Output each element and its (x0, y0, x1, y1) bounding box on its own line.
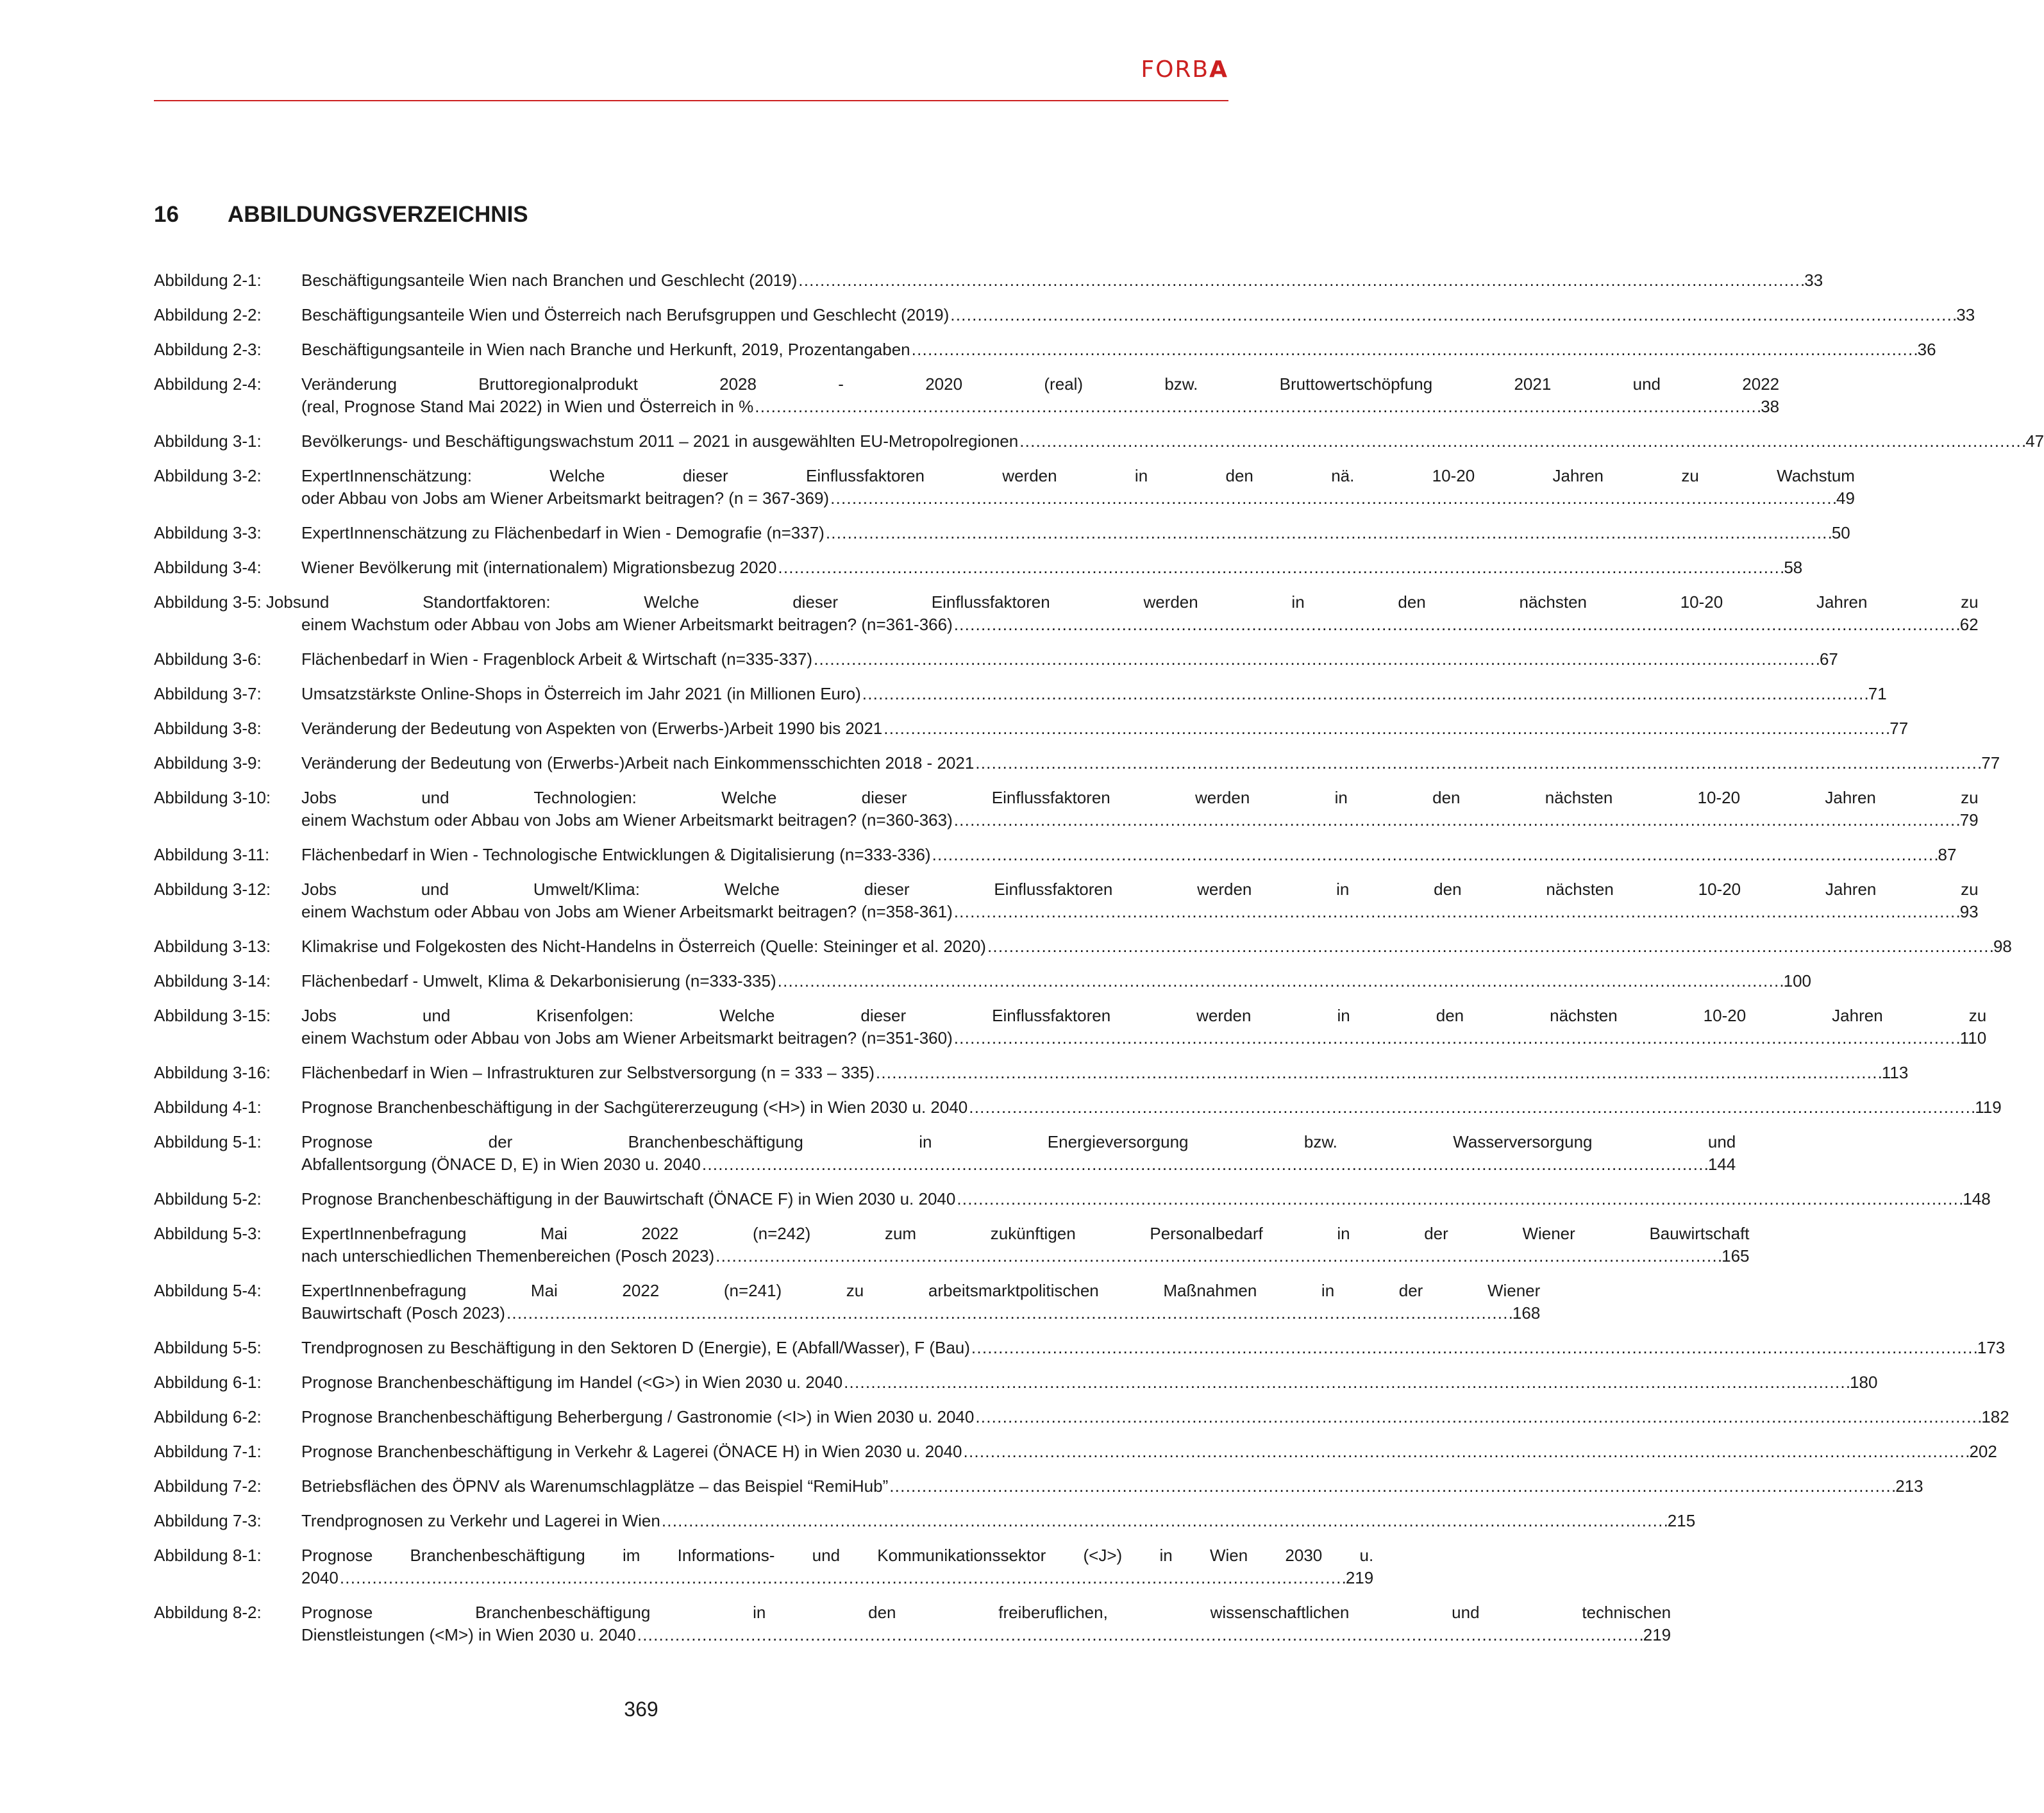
caption-line: ExpertInnenschätzung zu Flächenbedarf in Wien - Demografie (n=337) (301, 523, 825, 542)
caption-line: einem Wachstum oder Abbau von Jobs am Wiener Arbeitsmarkt beitragen? (n=360-363) (301, 810, 953, 830)
dot-leader (702, 1153, 1707, 1176)
dot-leader (1019, 430, 2024, 453)
dot-leader (830, 487, 1835, 510)
figure-caption (301, 591, 1979, 636)
figure-page-number[interactable]: 33 (1804, 271, 1823, 290)
figure-label: Abbildung 7-3: (154, 1511, 262, 1530)
figure-page-number[interactable]: 77 (1981, 753, 2000, 773)
caption-line: Jobs und Technologien: Welche dieser Einflussfaktoren werden in den nächsten 10-20 Jahren zu (301, 788, 1979, 807)
figure-entry[interactable] (154, 787, 1979, 831)
figure-page-number[interactable]: 202 (1969, 1442, 1997, 1461)
figure-caption (301, 717, 1908, 740)
dot-leader (862, 683, 1867, 705)
figure-label: Abbildung 3-3: (154, 523, 262, 542)
figure-page-number[interactable]: 47 (2025, 431, 2044, 451)
caption-line: nach unterschiedlichen Themenbereichen (Posch 2023) (301, 1246, 715, 1266)
dot-leader (755, 396, 1759, 418)
figure-caption (301, 970, 1811, 992)
dot-leader (884, 717, 1888, 740)
dot-leader (876, 1062, 1881, 1084)
figure-page-number[interactable]: 110 (1959, 1028, 1987, 1048)
figure-label: Abbildung 8-2: (154, 1603, 262, 1622)
caption-line: Bauwirtschaft (Posch 2023) (301, 1303, 505, 1323)
dot-leader (826, 522, 1830, 544)
forba-logo: FORBA (1141, 56, 1228, 83)
caption-line: oder Abbau von Jobs am Wiener Arbeitsmarkt beitragen? (n = 367-369) (301, 489, 830, 508)
dot-leader (971, 1337, 1976, 1359)
dot-leader (954, 1027, 1959, 1049)
caption-line: Bevölkerungs- und Beschäftigungswachstum 2011 – 2021 in ausgewählten EU-Metropolregionen (301, 431, 1019, 451)
figure-caption (301, 373, 1779, 418)
figure-label: Abbildung 3-14: (154, 971, 271, 990)
figure-label: Abbildung 2-1: (154, 271, 262, 290)
dot-leader (340, 1567, 1345, 1589)
figure-page-number[interactable]: 173 (1977, 1338, 2006, 1357)
dot-leader (954, 809, 1959, 831)
caption-line: Flächenbedarf - Umwelt, Klima & Dekarbonisierung (n=333-335) (301, 971, 776, 990)
figure-entry[interactable] (154, 1062, 1909, 1084)
figure-entry[interactable] (154, 591, 1979, 636)
caption-line: einem Wachstum oder Abbau von Jobs am Wiener Arbeitsmarkt beitragen? (n=358-361) (301, 902, 953, 921)
caption-line: Flächenbedarf in Wien - Fragenblock Arbeit & Wirtschaft (n=335-337) (301, 649, 812, 669)
figure-page-number[interactable]: 38 (1761, 397, 1780, 416)
figure-caption (301, 269, 1823, 292)
figure-label: Abbildung 5-2: (154, 1189, 262, 1208)
figure-entry[interactable] (154, 717, 1909, 740)
dot-leader (954, 614, 1959, 636)
figure-page-number[interactable]: 62 (1959, 615, 1979, 634)
figure-label: Abbildung 5-1: (154, 1132, 262, 1151)
figure-label: Abbildung 2-2: (154, 305, 262, 324)
figure-label: Abbildung 3-6: (154, 649, 262, 669)
figure-caption (301, 1544, 1373, 1589)
caption-line: Prognose Branchenbeschäftigung in der Sachgütererzeugung (<H>) in Wien 2030 u. 2040 (301, 1098, 968, 1117)
figure-entry[interactable] (154, 648, 1838, 671)
caption-line: Dienstleistungen (<M>) in Wien 2030 u. 2040 (301, 1625, 636, 1644)
figure-caption (301, 1475, 1923, 1498)
figure-caption (301, 1062, 1908, 1084)
figure-label: Abbildung 3-10: (154, 788, 271, 807)
caption-line: Umsatzstärkste Online-Shops in Österreich im Jahr 2021 (in Millionen Euro) (301, 684, 861, 703)
figure-label: Abbildung 3-8: (154, 719, 262, 738)
figure-caption (301, 1096, 2002, 1119)
caption-line: Prognose Branchenbeschäftigung Beherbergung / Gastronomie (<I>) in Wien 2030 u. 2040 (301, 1407, 975, 1426)
figure-page-number[interactable]: 67 (1819, 649, 1838, 669)
figure-caption (301, 304, 1975, 326)
figure-entry[interactable] (154, 1601, 1671, 1646)
figure-entry[interactable] (154, 373, 1780, 418)
dot-leader (662, 1510, 1666, 1532)
figure-caption (301, 787, 1979, 831)
dot-leader (950, 304, 1955, 326)
figure-caption (301, 522, 1850, 544)
figure-page-number[interactable]: 87 (1938, 845, 1957, 864)
caption-line: Veränderung der Bedeutung von (Erwerbs-)Arbeit nach Einkommensschichten 2018 - 2021 (301, 753, 975, 773)
caption-line: Flächenbedarf in Wien - Technologische Entwicklungen & Digitalisierung (n=333-336) (301, 845, 931, 864)
figure-label: Abbildung 5-5: (154, 1338, 262, 1357)
figure-label: Abbildung 3-15: (154, 1006, 271, 1025)
figure-caption (301, 1223, 1750, 1267)
figure-label: Abbildung 6-2: (154, 1407, 262, 1426)
figure-page-number[interactable]: 98 (1993, 937, 2012, 956)
section-number: 16 (154, 202, 179, 227)
figure-label: Abbildung 3-16: (154, 1063, 271, 1082)
figure-page-number[interactable]: 113 (1881, 1063, 1909, 1082)
dot-leader (954, 901, 1959, 923)
caption-line: ExpertInnenbefragung Mai 2022 (n=242) zum zukünftigen Personalbedarf in der Wiener Bauwirtschaft (301, 1224, 1750, 1243)
figure-entry[interactable] (154, 1371, 1878, 1394)
figure-label: Abbildung 3-5: Jobs (154, 592, 301, 612)
figure-page-number[interactable]: 144 (1707, 1155, 1736, 1174)
caption-line: Prognose Branchenbeschäftigung in Verkehr & Lagerei (ÖNACE H) in Wien 2030 u. 2040 (301, 1442, 962, 1461)
section-title: ABBILDUNGSVERZEICHNIS (228, 202, 528, 227)
figure-caption (301, 878, 1979, 923)
figure-entry[interactable] (154, 430, 2044, 453)
figure-caption (301, 1280, 1540, 1324)
caption-line: und Standortfaktoren: Welche dieser Einflussfaktoren werden in den nächsten 10-20 Jahren zu (301, 592, 1979, 612)
figure-page-number[interactable]: 148 (1963, 1189, 1991, 1208)
caption-line: Wiener Bevölkerung mit (internationalem) Migrationsbezug 2020 (301, 558, 777, 577)
dot-leader (507, 1302, 1511, 1324)
dot-leader (964, 1441, 1968, 1463)
figure-label: Abbildung 3-13: (154, 937, 271, 956)
figure-entry[interactable] (154, 1406, 2009, 1428)
header-divider (154, 100, 1228, 101)
figure-entry[interactable] (154, 1131, 1736, 1176)
figure-entry[interactable] (154, 1280, 1541, 1324)
figure-entry[interactable] (154, 269, 1823, 292)
figure-caption (301, 683, 1887, 705)
page-number: 369 (624, 1698, 658, 1721)
figure-caption (301, 465, 1855, 510)
caption-line: Abfallentsorgung (ÖNACE D, E) in Wien 2030 u. 2040 (301, 1155, 701, 1174)
figure-label: Abbildung 4-1: (154, 1098, 262, 1117)
figure-label: Abbildung 5-4: (154, 1281, 262, 1300)
figure-page-number[interactable]: 168 (1512, 1303, 1541, 1323)
caption-line: Veränderung Bruttoregionalprodukt 2028 - 2020 (real) bzw. Bruttowertschöpfung 2021 und 2022 (301, 374, 1780, 394)
figure-entry[interactable] (154, 1475, 1923, 1498)
figure-label: Abbildung 3-1: (154, 431, 262, 451)
dot-leader (969, 1096, 1973, 1119)
caption-line: Prognose Branchenbeschäftigung in den freiberuflichen, wissenschaftlichen und technischen (301, 1603, 1671, 1622)
figure-page-number[interactable]: 93 (1959, 902, 1979, 921)
figure-caption (301, 935, 2012, 958)
figure-page-number[interactable]: 77 (1889, 719, 1909, 738)
figure-page-number[interactable]: 33 (1956, 305, 1975, 324)
figure-page-number[interactable]: 71 (1868, 684, 1887, 703)
figure-list (154, 269, 2044, 1658)
caption-line: Beschäftigungsanteile Wien und Österreich nach Berufsgruppen und Geschlecht (2019) (301, 305, 950, 324)
figure-page-number[interactable]: 219 (1643, 1625, 1671, 1644)
figure-label: Abbildung 5-3: (154, 1224, 262, 1243)
figure-page-number[interactable]: 180 (1850, 1373, 1878, 1392)
figure-entry[interactable] (154, 1005, 1987, 1049)
figure-caption (301, 844, 1956, 866)
figure-label: Abbildung 8-1: (154, 1546, 262, 1565)
figure-label: Abbildung 3-9: (154, 753, 262, 773)
figure-entry[interactable] (154, 970, 1811, 992)
figure-page-number[interactable]: 49 (1836, 489, 1855, 508)
figure-label: Abbildung 2-4: (154, 374, 262, 394)
figure-entry[interactable] (154, 338, 1936, 361)
figure-caption (301, 1005, 1986, 1049)
figure-label: Abbildung 3-7: (154, 684, 262, 703)
figure-caption (301, 1188, 1991, 1210)
figure-page-number[interactable]: 215 (1667, 1511, 1696, 1530)
figure-page-number[interactable]: 50 (1831, 523, 1850, 542)
caption-line: 2040 (301, 1568, 339, 1587)
figure-caption (301, 1441, 1997, 1463)
caption-line: (real, Prognose Stand Mai 2022) in Wien und Österreich in % (301, 397, 754, 416)
caption-line: einem Wachstum oder Abbau von Jobs am Wiener Arbeitsmarkt beitragen? (n=351-360) (301, 1028, 953, 1048)
caption-line: ExpertInnenbefragung Mai 2022 (n=241) zu arbeitsmarktpolitischen Maßnahmen in der Wiener (301, 1281, 1541, 1300)
figure-entry[interactable] (154, 878, 1979, 923)
dot-leader (798, 269, 1803, 292)
figure-label: Abbildung 3-4: (154, 558, 262, 577)
caption-line: Flächenbedarf in Wien – Infrastrukturen zur Selbstversorgung (n = 333 – 335) (301, 1063, 875, 1082)
figure-page-number[interactable]: 165 (1721, 1246, 1750, 1266)
caption-line: Beschäftigungsanteile Wien nach Branchen und Geschlecht (2019) (301, 271, 798, 290)
caption-line: Betriebsflächen des ÖPNV als Warenumschlagplätze – das Beispiel “RemiHub” (301, 1476, 889, 1496)
figure-caption (301, 430, 2044, 453)
dot-leader (975, 1406, 1980, 1428)
figure-entry[interactable] (154, 752, 2000, 774)
figure-label: Abbildung 6-1: (154, 1373, 262, 1392)
figure-caption (301, 556, 1802, 579)
caption-line: Trendprognosen zu Beschäftigung in den Sektoren D (Energie), E (Abfall/Wasser), F (Bau) (301, 1338, 970, 1357)
dot-leader (814, 648, 1818, 671)
figure-caption (301, 1131, 1736, 1176)
figure-entry[interactable] (154, 844, 1957, 866)
dot-leader (637, 1624, 1642, 1646)
dot-leader (957, 1188, 1961, 1210)
dot-leader (716, 1245, 1720, 1267)
figure-label: Abbildung 7-1: (154, 1442, 262, 1461)
dot-leader (932, 844, 1937, 866)
figure-caption (301, 648, 1838, 671)
figure-page-number[interactable]: 182 (1981, 1407, 2009, 1426)
figure-entry[interactable] (154, 1441, 1997, 1463)
figure-entry[interactable] (154, 522, 1850, 544)
figure-page-number[interactable]: 219 (1345, 1568, 1374, 1587)
dot-leader (778, 970, 1782, 992)
figure-entry[interactable] (154, 935, 2012, 958)
figure-entry[interactable] (154, 1510, 1696, 1532)
dot-leader (987, 935, 1992, 958)
dot-leader (778, 556, 1782, 579)
caption-line: Jobs und Krisenfolgen: Welche dieser Einflussfaktoren werden in den nächsten 10-20 Jahren zu (301, 1006, 1987, 1025)
figure-page-number[interactable]: 100 (1783, 971, 1811, 990)
caption-line: Jobs und Umwelt/Klima: Welche dieser Einflussfaktoren werden in den nächsten 10-20 Jahren zu (301, 880, 1979, 899)
figure-entry[interactable] (154, 1337, 2006, 1359)
caption-line: Beschäftigungsanteile in Wien nach Branche und Herkunft, 2019, Prozentangaben (301, 340, 910, 359)
caption-line: Prognose Branchenbeschäftigung im Informations- und Kommunikationssektor (<J>) in Wien 2030 u. (301, 1546, 1374, 1565)
figure-page-number[interactable]: 58 (1784, 558, 1803, 577)
caption-line: Trendprognosen zu Verkehr und Lagerei in Wien (301, 1511, 660, 1530)
figure-entry[interactable] (154, 1096, 2002, 1119)
figure-caption (301, 752, 2000, 774)
caption-line: einem Wachstum oder Abbau von Jobs am Wiener Arbeitsmarkt beitragen? (n=361-366) (301, 615, 953, 634)
figure-entry[interactable] (154, 1188, 1991, 1210)
figure-entry[interactable] (154, 465, 1855, 510)
figure-label: Abbildung 7-2: (154, 1476, 262, 1496)
figure-entry[interactable] (154, 1544, 1374, 1589)
caption-line: Prognose der Branchenbeschäftigung in Energieversorgung bzw. Wasserversorgung und (301, 1132, 1736, 1151)
figure-entry[interactable] (154, 556, 1803, 579)
figure-label: Abbildung 2-3: (154, 340, 262, 359)
section-heading (154, 202, 528, 228)
caption-line: Veränderung der Bedeutung von Aspekten von (Erwerbs-)Arbeit 1990 bis 2021 (301, 719, 883, 738)
figure-caption (301, 1371, 1877, 1394)
figure-caption (301, 1337, 2005, 1359)
figure-label: Abbildung 3-12: (154, 880, 271, 899)
figure-entry[interactable] (154, 1223, 1750, 1267)
caption-line: ExpertInnenschätzung: Welche dieser Einflussfaktoren werden in den nä. 10-20 Jahren zu Wachstum (301, 466, 1855, 485)
caption-line: Prognose Branchenbeschäftigung in der Bauwirtschaft (ÖNACE F) in Wien 2030 u. 2040 (301, 1189, 956, 1208)
figure-caption (301, 1510, 1695, 1532)
dot-leader (912, 338, 1916, 361)
caption-line: Prognose Branchenbeschäftigung im Handel (<G>) in Wien 2030 u. 2040 (301, 1373, 843, 1392)
figure-page-number[interactable]: 36 (1917, 340, 1936, 359)
figure-label: Abbildung 3-2: (154, 466, 262, 485)
dot-leader (975, 752, 1980, 774)
figure-page-number[interactable]: 213 (1895, 1476, 1923, 1496)
figure-entry[interactable] (154, 683, 1887, 705)
caption-line: Klimakrise und Folgekosten des Nicht-Handelns in Österreich (Quelle: Steininger et al. 2020) (301, 937, 986, 956)
figure-page-number[interactable]: 79 (1959, 810, 1979, 830)
figure-label: Abbildung 3-11: (154, 845, 270, 864)
dot-leader (844, 1371, 1848, 1394)
dot-leader (889, 1475, 1894, 1498)
figure-caption (301, 1406, 2009, 1428)
figure-caption (301, 1601, 1671, 1646)
figure-caption (301, 338, 1936, 361)
figure-entry[interactable] (154, 304, 1975, 326)
figure-page-number[interactable]: 119 (1975, 1098, 2002, 1117)
